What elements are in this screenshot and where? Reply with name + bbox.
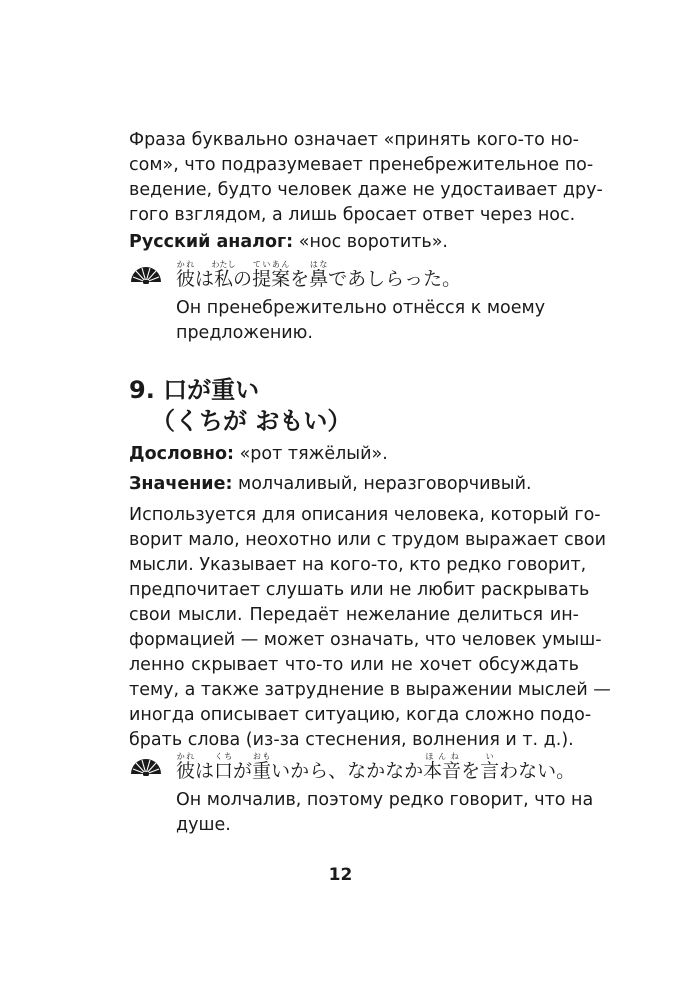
kanji: 彼 [176, 760, 196, 782]
description-paragraph [129, 503, 611, 753]
kanji-with-reading [252, 752, 272, 782]
kanji: 言 [480, 760, 500, 782]
literal-meaning [129, 442, 388, 467]
furigana: かれ [176, 260, 196, 269]
furigana: い [480, 752, 500, 761]
kanji-with-reading [176, 752, 196, 782]
intro-paragraph [129, 128, 603, 228]
japanese-example-1 [176, 260, 461, 291]
kanji: 鼻 [309, 268, 329, 290]
translation-1 [176, 296, 576, 346]
paragraph-line: ворит мало, неохотно или с трудом выражает свои [129, 530, 606, 550]
furigana: くち [214, 752, 234, 761]
paragraph-line: ведение, будто человек даже не удостаивает дру- [129, 180, 603, 200]
paragraph-line: предпочитает слушать или не любит раскрывать [129, 580, 590, 600]
kana-text: を [290, 268, 310, 290]
analog-value: «нос воротить». [298, 232, 448, 252]
japanese-example-2 [176, 752, 575, 783]
paragraph-line: мысли. Указывает на кого-то, кто редко говорит, [129, 555, 587, 575]
furigana: かれ [176, 752, 196, 761]
translation-line: душе. [176, 815, 231, 835]
paragraph-line: Используется для описания человека, который го- [129, 505, 601, 525]
kana-text: を [461, 760, 481, 782]
kanji: 口 [214, 760, 234, 782]
paragraph-line: тему, а также затруднение в выражении мыслей — [129, 680, 611, 700]
section-title: 9. 口が重い [129, 376, 260, 404]
translation-line: предложению. [176, 323, 313, 343]
translation-line: Он молчалив, поэтому редко говорит, что на [176, 790, 594, 810]
meaning-value: молчаливый, неразговорчивый. [238, 474, 532, 494]
page-number: 12 [328, 865, 353, 885]
paragraph-line: ленно скрывает что-то или не хочет обсуждать [129, 655, 579, 675]
analog-label: Русский аналог: [129, 232, 294, 252]
kanji-with-reading [480, 752, 500, 782]
meaning-label: Значение: [129, 474, 233, 494]
section-title-reading: （くちが おもい） [151, 407, 352, 435]
translation-2 [176, 788, 594, 838]
kanji: 重 [252, 760, 272, 782]
paragraph-line: брать слова (из-за стеснения, волнения и т. д.). [129, 730, 574, 750]
furigana: ほんね [423, 752, 462, 761]
kanji-with-reading [309, 260, 329, 290]
fan-icon [130, 265, 162, 285]
kanji-with-reading [211, 260, 236, 290]
kana-text: であしらった。 [328, 268, 462, 290]
furigana: おも [252, 752, 272, 761]
kana-text: は [195, 268, 215, 290]
furigana: はな [309, 260, 329, 269]
literal-value: «рот тяжёлый». [239, 444, 388, 464]
kanji-with-reading [176, 260, 196, 290]
paragraph-line: сом», что подразумевает пренебрежительное по- [129, 155, 594, 175]
paragraph-line: формацией — может означать, что человек умыш- [129, 630, 602, 650]
kana-text: いから、なかなか [271, 760, 424, 782]
meaning [129, 472, 532, 497]
kanji: 本音 [423, 760, 462, 782]
kanji: 私 [211, 268, 236, 290]
paragraph-line: Фраза буквально означает «принять кого-то но- [129, 130, 579, 150]
furigana: ていあん [252, 260, 291, 269]
paragraph-line: иногда описывает ситуацию, когда сложно подо- [129, 705, 592, 725]
russian-analog [129, 230, 448, 255]
literal-label: Дословно: [129, 444, 235, 464]
kana-text: が [233, 760, 253, 782]
fan-icon [130, 757, 162, 777]
kana-text: わない。 [499, 760, 576, 782]
kanji-with-reading [423, 752, 462, 782]
kana-text: の [233, 268, 253, 290]
kanji: 彼 [176, 268, 196, 290]
paragraph-line: свои мысли. Передаёт нежелание делиться ин- [129, 605, 579, 625]
kanji-with-reading [252, 260, 291, 290]
furigana: わたし [211, 260, 236, 269]
kanji: 提案 [252, 268, 291, 290]
translation-line: Он пренебрежительно отнёсся к моему [176, 298, 546, 318]
kanji-with-reading [214, 752, 234, 782]
kana-text: は [195, 760, 215, 782]
paragraph-line: гого взглядом, а лишь бросает ответ через нос. [129, 205, 576, 225]
